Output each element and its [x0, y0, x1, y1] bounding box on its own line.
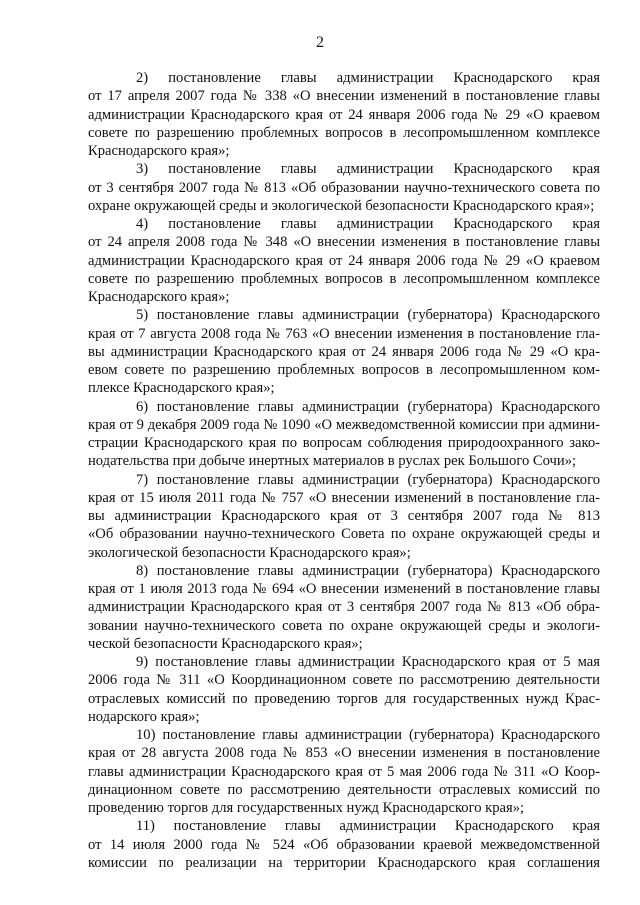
list-item-7 — [88, 471, 600, 562]
text-line: динационном совете по рассмотрению деятельности отраслевых комиссий по — [88, 781, 600, 798]
text-line: проведению торгов для государственных нужд Краснодарского края»; — [88, 800, 525, 816]
text-line: 5) постановление главы администрации (губернатора) Краснодарского — [136, 307, 600, 324]
text-line: экологической безопасности Краснодарского края»; — [88, 544, 411, 561]
text-line: совете по разрешению проблемных вопросов в лесопромышленном комплексе — [88, 124, 600, 141]
text-line: от 14 июля 2000 года № 524 «Об образовании краевой межведомственной — [88, 836, 600, 853]
text-line: отраслевых комиссий по проведению торгов для государственных нужд Крас- — [88, 690, 600, 707]
text-line: 2) постановление главы администрации Краснодарского края — [136, 70, 600, 86]
list-item-2 — [88, 69, 600, 160]
text-line: края от 7 августа 2008 года № 763 «О внесении изменения в постановление гла- — [88, 325, 600, 342]
text-line: администрации Краснодарского края от 24 января 2006 года № 29 «О краевом — [88, 252, 600, 269]
text-line: края от 15 июля 2011 года № 757 «О внесении изменений в постановление гла- — [88, 489, 600, 506]
text-line: главы администрации Краснодарского края от 5 мая 2006 года № 311 «О Коор- — [88, 763, 600, 780]
text-line: края от 9 декабря 2009 года № 1090 «О межведомственной комиссии при админи- — [88, 416, 600, 433]
list-item-5 — [88, 306, 600, 397]
text-line: 9) постановление главы администрации Краснодарского края от 5 мая — [136, 654, 600, 670]
text-line: нодательства при добыче инертных материалов в руслах рек Большого Сочи»; — [88, 453, 577, 470]
text-line: края от 1 июля 2013 года № 694 «О внесении изменений в постановление главы — [88, 581, 600, 597]
list-item-4 — [88, 215, 600, 306]
text-line: плексе Краснодарского края»; — [88, 380, 275, 397]
text-line: совете по разрешению проблемных вопросов в лесопромышленном комплексе — [88, 270, 600, 287]
text-line: края от 28 августа 2008 года № 853 «О внесении изменения в постановление — [88, 745, 600, 762]
list-item-6 — [88, 398, 600, 471]
text-line: комиссии по реализации на территории Краснодарского края соглашения — [88, 854, 600, 871]
text-line: 10) постановление главы администрации (губернатора) Краснодарского — [136, 727, 600, 743]
text-line: 7) постановление главы администрации (губернатора) Краснодарского — [136, 471, 600, 488]
text-line: 8) постановление главы администрации (губернатора) Краснодарского — [136, 562, 600, 579]
document-body — [88, 69, 600, 872]
text-line: Краснодарского края»; — [88, 143, 230, 159]
text-line: «Об образовании научно-технического Совета по охране окружающей среды и — [88, 526, 600, 543]
text-line: от 24 апреля 2008 года № 348 «О внесении изменения в постановление главы — [88, 234, 600, 251]
text-line: администрации Краснодарского края от 24 января 2006 года № 29 «О краевом — [88, 106, 600, 123]
text-line: администрации Краснодарского края от 3 сентября 2007 года № 813 «Об обра- — [88, 599, 600, 616]
text-line: Краснодарского края»; — [88, 289, 230, 305]
list-item-11 — [88, 817, 600, 872]
text-line: охране окружающей среды и экологической безопасности Краснодарского края»; — [88, 197, 595, 214]
page-number: 2 — [316, 34, 324, 51]
text-line: евом совете по разрешению проблемных вопросов в лесопромышленном ком- — [88, 362, 600, 378]
text-line: 4) постановление главы администрации Краснодарского края — [136, 216, 600, 232]
text-line: страции Краснодарского края по вопросам соблюдения природоохранного зако- — [88, 435, 600, 451]
list-item-10 — [88, 726, 600, 817]
list-item-8 — [88, 562, 600, 653]
text-line: вы администрации Краснодарского края от 3 сентября 2007 года № 813 — [88, 508, 600, 524]
text-line: ческой безопасности Краснодарского края»; — [88, 635, 363, 652]
text-line: нодарского края»; — [88, 708, 200, 725]
text-line: зовании научно-технического совета по охране окружающей среды и экологи- — [88, 617, 600, 634]
text-line: 2006 года № 311 «О Координационном совете по рассмотрению деятельности — [88, 672, 600, 689]
list-item-9 — [88, 653, 600, 726]
text-line: от 17 апреля 2007 года № 338 «О внесении изменений в постановление главы — [88, 88, 600, 105]
list-item-3 — [88, 160, 600, 215]
text-line: от 3 сентября 2007 года № 813 «Об образовании научно-технического совета по — [88, 179, 600, 196]
text-line: 3) постановление главы администрации Краснодарского края — [136, 161, 600, 178]
text-line: 11) постановление главы администрации Краснодарского края — [136, 818, 600, 835]
text-line: вы администрации Краснодарского края от 24 января 2006 года № 29 «О кра- — [88, 343, 600, 360]
text-line: 6) постановление главы администрации (губернатора) Краснодарского — [136, 398, 600, 415]
